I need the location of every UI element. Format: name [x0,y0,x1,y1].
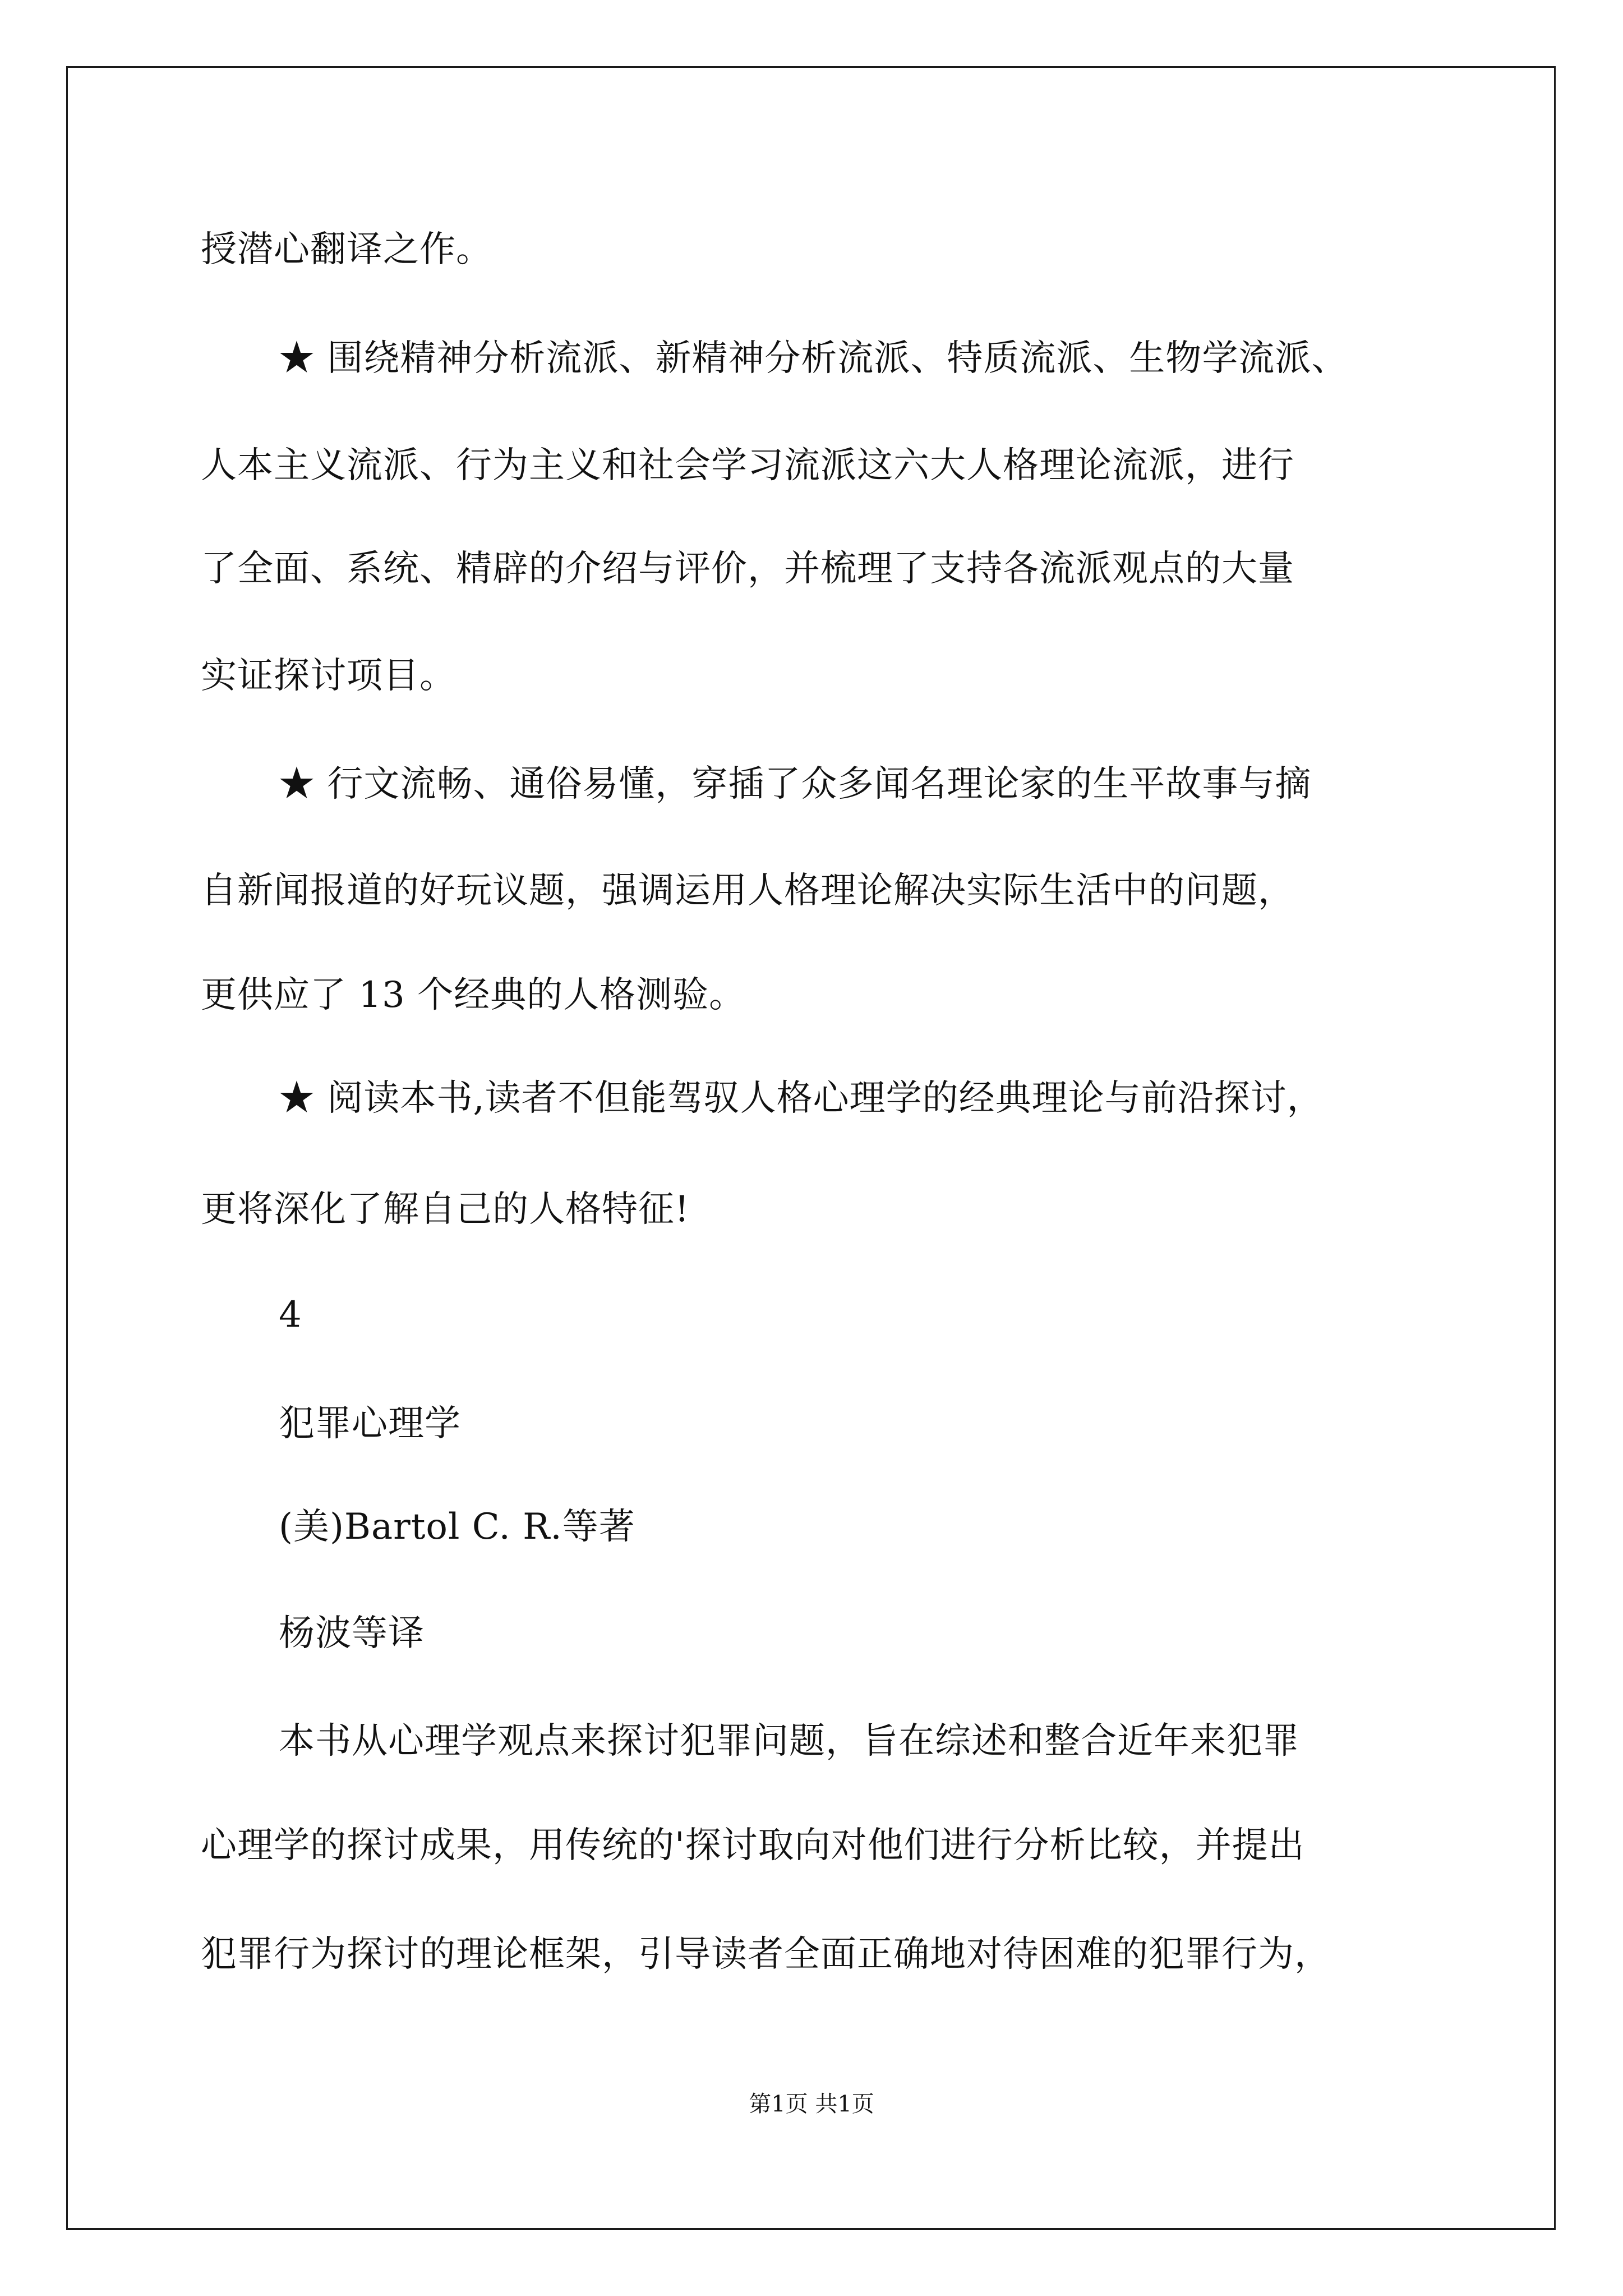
text-line: 更将深化了解自己的人格特征! [201,1189,690,1230]
text-line: ★ 阅读本书,读者不但能驾驭人格心理学的经典理论与前沿探讨， [279,1078,1324,1119]
text-line: ★ 行文流畅、通俗易懂，穿插了众多闻名理论家的生平故事与摘 [279,763,1312,805]
book-translator: 杨波等译 [279,1613,425,1654]
section-number: 4 [279,1294,302,1336]
text-line: 了全面、系统、精辟的介绍与评价，并梳理了支持各流派观点的大量 [201,548,1294,590]
book-author: (美)Bartol C. R.等著 [279,1506,635,1548]
text-line: 心理学的探讨成果，用传统的'探讨取向对他们进行分析比较，并提出 [201,1825,1305,1866]
text-line: 更供应了 13 个经典的人格测验。 [201,974,746,1016]
page-footer: 第1页 共1页 [749,2091,874,2117]
text-line: 人本主义流派、行为主义和社会学习流派这六大人格理论流派，进行 [201,445,1294,486]
text-line: 实证探讨项目。 [201,655,456,697]
text-line: 授潜心翻译之作。 [201,229,492,270]
text-line: 自新闻报道的好玩议题，强调运用人格理论解决实际生活中的问题， [201,870,1294,912]
text-line: ★ 围绕精神分析流派、新精神分析流派、特质流派、生物学流派、 [279,338,1348,379]
page-border [66,66,1556,2230]
text-line: 本书从心理学观点来探讨犯罪问题，旨在综述和整合近年来犯罪 [279,1720,1299,1762]
text-line: 犯罪行为探讨的理论框架，引导读者全面正确地对待困难的犯罪行为， [201,1934,1331,1975]
book-title: 犯罪心理学 [279,1403,461,1444]
